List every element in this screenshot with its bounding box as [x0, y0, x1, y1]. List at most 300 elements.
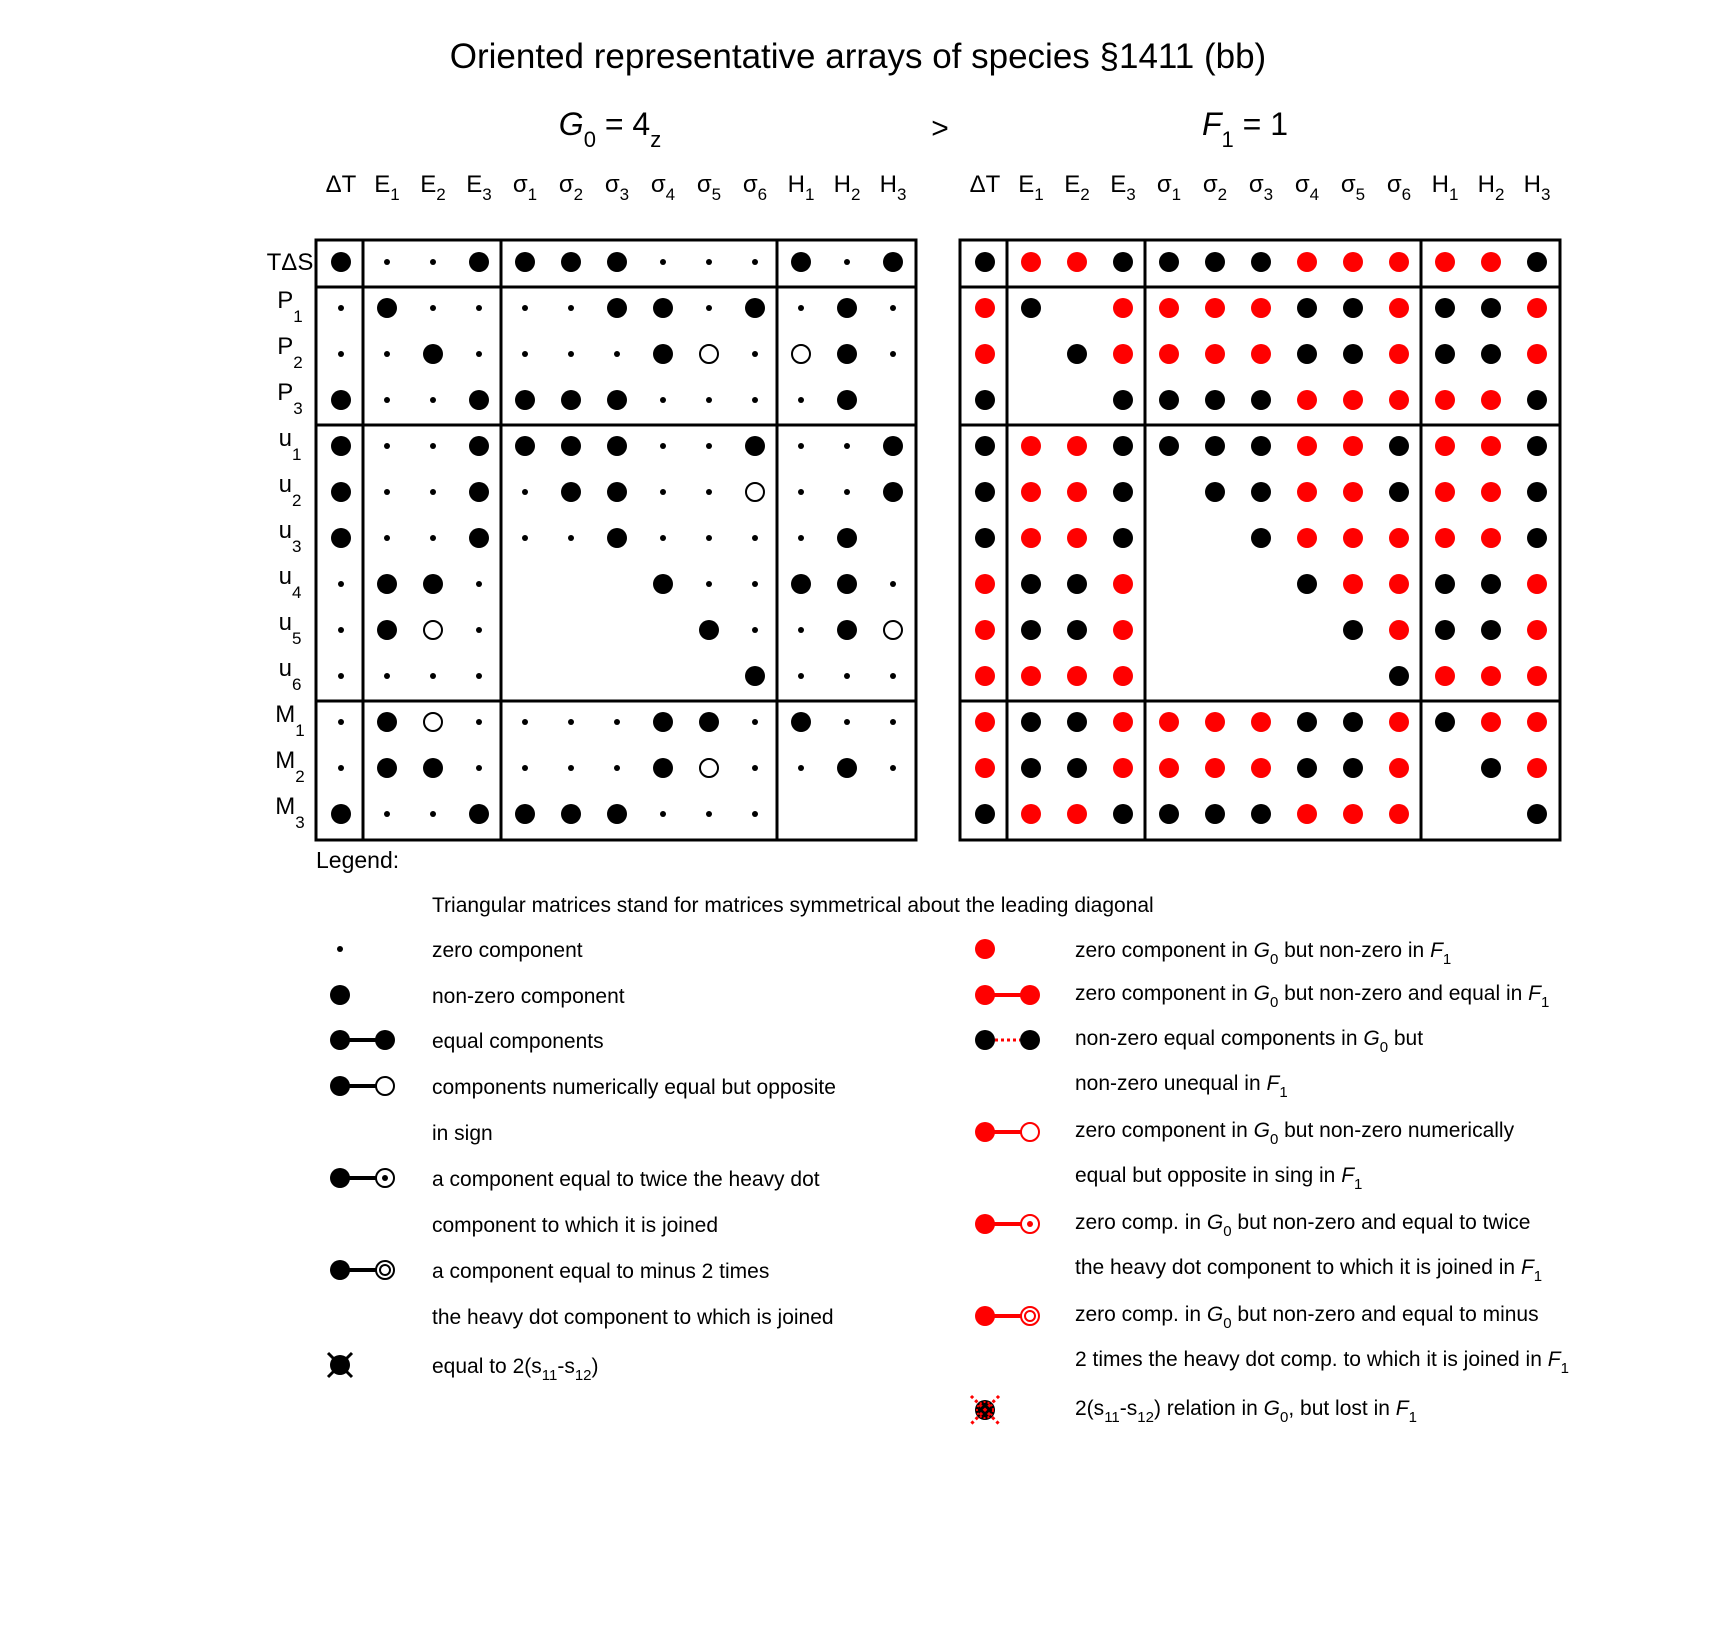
f1-cell-nonzero — [1527, 804, 1547, 824]
g0-cell-zero — [384, 811, 390, 817]
g0-cell-nonzero — [423, 344, 443, 364]
g0-cell-nonzero — [607, 528, 627, 548]
g0-col-label-11: $H_2$ — [833, 171, 861, 204]
f1-cell-red — [1113, 666, 1133, 686]
f1-col-label-6: $\sigma_3$ — [1248, 171, 1274, 204]
f1-cell-red — [1113, 574, 1133, 594]
f1-cell-red — [1343, 252, 1363, 272]
g0-cell-zero — [430, 443, 436, 449]
g0-cell-nonzero — [745, 298, 765, 318]
f1-cell-red — [1389, 804, 1409, 824]
g0-cell-nonzero — [469, 252, 489, 272]
g0-cell-zero — [384, 535, 390, 541]
g0-cell-zero — [798, 443, 804, 449]
f1-cell-red — [1067, 804, 1087, 824]
g0-cell-nonzero — [331, 252, 351, 272]
g0-cell-nonzero — [607, 252, 627, 272]
g0-cell-nonzero — [837, 620, 857, 640]
g0-cell-zero — [706, 443, 712, 449]
f1-cell-red — [975, 574, 995, 594]
f1-cell-red — [1021, 252, 1041, 272]
g0-cell-zero — [384, 259, 390, 265]
row-label-0: TΔS — [266, 249, 314, 276]
f1-col-label-11: $H_2$ — [1477, 171, 1505, 204]
f1-cell-red — [975, 298, 995, 318]
g0-cell-zero — [798, 627, 804, 633]
g0-cell-nonzero — [515, 390, 535, 410]
f1-cell-red — [1389, 528, 1409, 548]
g0-cell-opposite — [746, 483, 764, 501]
g0-cell-zero — [614, 765, 620, 771]
g0-cell-nonzero — [607, 390, 627, 410]
f1-cell-nonzero — [1527, 390, 1547, 410]
row-label-8: $u_5$ — [278, 609, 302, 648]
legend-opposite-symbol — [330, 1076, 394, 1096]
f1-cell-nonzero — [1343, 620, 1363, 640]
g0-cell-nonzero — [699, 712, 719, 732]
g0-col-label-0: ΔT — [325, 171, 357, 198]
g0-cell-zero — [522, 305, 528, 311]
f1-cell-red — [1481, 436, 1501, 456]
f1-cell-red — [1343, 574, 1363, 594]
legend-unequal-text-1: non-zero equal components in $G_0$ but — [1075, 1027, 1424, 1056]
g0-cell-zero — [384, 489, 390, 495]
f1-col-label-12: $H_3$ — [1523, 171, 1551, 204]
f1-cell-nonzero — [1021, 758, 1041, 778]
f1-cell-red — [1527, 298, 1547, 318]
g0-cell-zero — [522, 765, 528, 771]
f1-cell-red — [975, 712, 995, 732]
legend-equal-symbol — [330, 1030, 395, 1050]
f1-cell-nonzero — [1251, 528, 1271, 548]
f1-cell-red — [1021, 436, 1041, 456]
g0-cell-zero — [752, 535, 758, 541]
matrix-g0 — [316, 240, 916, 840]
row-label-10: $M_1$ — [275, 701, 305, 740]
legend-unequal-text-2: non-zero unequal in $F_1$ — [1075, 1072, 1288, 1101]
legend-unequal-symbol — [975, 1030, 1040, 1050]
g0-cell-zero — [706, 811, 712, 817]
f1-cell-red — [1159, 344, 1179, 364]
f1-cell-nonzero — [1481, 298, 1501, 318]
legend-twice-text-1: a component equal to twice the heavy dot — [432, 1168, 820, 1191]
f1-cell-nonzero — [1251, 390, 1271, 410]
g0-cell-nonzero — [607, 482, 627, 502]
f1-col-label-2: $E_2$ — [1064, 171, 1090, 204]
g0-cell-zero — [430, 535, 436, 541]
g0-cell-zero — [844, 489, 850, 495]
f1-cell-red — [1527, 344, 1547, 364]
f1-cell-red — [1067, 528, 1087, 548]
g0-cell-nonzero — [883, 252, 903, 272]
f1-cell-red — [1389, 712, 1409, 732]
g0-cell-nonzero — [331, 390, 351, 410]
f1-cell-nonzero — [1205, 804, 1225, 824]
f1-cell-nonzero — [1435, 712, 1455, 732]
f1-cell-nonzero — [1435, 620, 1455, 640]
g0-cell-zero — [660, 489, 666, 495]
g0-col-label-2: $E_2$ — [420, 171, 446, 204]
f1-cell-red — [1389, 390, 1409, 410]
g0-cell-zero — [476, 765, 482, 771]
f1-col-label-5: $\sigma_2$ — [1202, 171, 1228, 204]
row-label-12: $M_3$ — [275, 793, 305, 832]
g0-cell-zero — [706, 259, 712, 265]
g0-cell-zero — [798, 489, 804, 495]
legend-red-twice-symbol — [975, 1214, 1039, 1234]
f1-cell-red — [1297, 436, 1317, 456]
g0-cell-zero — [890, 673, 896, 679]
f1-cell-red — [1343, 390, 1363, 410]
legend-minus2-symbol — [330, 1260, 394, 1280]
f1-cell-nonzero — [1205, 390, 1225, 410]
legend — [316, 847, 1569, 1426]
g0-cell-nonzero — [469, 436, 489, 456]
left-matrix-label: $G_0 = 4_z$ — [558, 106, 662, 152]
g0-col-label-3: $E_3$ — [466, 171, 492, 204]
g0-cell-zero — [752, 351, 758, 357]
f1-cell-nonzero — [1297, 712, 1317, 732]
f1-cell-red — [1067, 252, 1087, 272]
g0-cell-zero — [614, 351, 620, 357]
g0-cell-nonzero — [561, 390, 581, 410]
f1-cell-nonzero — [1021, 712, 1041, 732]
g0-cell-zero — [844, 719, 850, 725]
g0-cell-zero — [752, 581, 758, 587]
f1-cell-red — [975, 344, 995, 364]
legend-red-dot-text: zero component in $G_0$ but non-zero in $F_1$ — [1075, 939, 1452, 968]
f1-cell-red — [1435, 666, 1455, 686]
f1-cell-nonzero — [1527, 482, 1547, 502]
f1-cell-red — [1435, 528, 1455, 548]
g0-cell-zero — [660, 397, 666, 403]
row-label-6: $u_3$ — [278, 517, 302, 556]
g0-cell-zero — [844, 259, 850, 265]
g0-cell-zero — [568, 535, 574, 541]
g0-cell-zero — [338, 765, 344, 771]
g0-cell-zero — [890, 305, 896, 311]
row-labels — [267, 249, 314, 832]
g0-cell-nonzero — [377, 758, 397, 778]
g0-col-label-7: $\sigma_4$ — [650, 171, 676, 204]
g0-cell-zero — [798, 673, 804, 679]
g0-cell-zero — [752, 719, 758, 725]
f1-cell-red — [1481, 482, 1501, 502]
f1-cell-red — [1527, 666, 1547, 686]
g0-cell-zero — [660, 259, 666, 265]
legend-red-opposite-text-2: equal but opposite in sing in $F_1$ — [1075, 1164, 1363, 1193]
f1-cell-nonzero — [1113, 390, 1133, 410]
g0-cell-nonzero — [515, 252, 535, 272]
f1-cell-nonzero — [1297, 298, 1317, 318]
g0-cell-nonzero — [883, 482, 903, 502]
g0-col-label-4: $\sigma_1$ — [512, 171, 538, 204]
f1-cell-red — [1435, 252, 1455, 272]
f1-cell-nonzero — [1527, 528, 1547, 548]
g0-cell-zero — [660, 535, 666, 541]
f1-cell-nonzero — [1343, 344, 1363, 364]
f1-cell-red — [1297, 252, 1317, 272]
matrix-f1 — [960, 240, 1560, 840]
legend-nonzero-symbol — [330, 985, 350, 1005]
g0-cell-nonzero — [515, 804, 535, 824]
f1-cell-red — [1527, 620, 1547, 640]
g0-cell-nonzero — [791, 252, 811, 272]
g0-cell-nonzero — [837, 344, 857, 364]
f1-cell-nonzero — [1251, 804, 1271, 824]
g0-cell-zero — [522, 351, 528, 357]
f1-cell-nonzero — [1435, 344, 1455, 364]
g0-cell-nonzero — [469, 804, 489, 824]
f1-cell-red — [1251, 712, 1271, 732]
f1-cell-red — [1389, 574, 1409, 594]
f1-cell-nonzero — [1021, 620, 1041, 640]
g0-cell-zero — [798, 535, 804, 541]
f1-cell-red — [975, 620, 995, 640]
f1-cell-nonzero — [1481, 344, 1501, 364]
f1-cell-nonzero — [1481, 758, 1501, 778]
f1-cell-red — [1389, 758, 1409, 778]
g0-cell-nonzero — [331, 804, 351, 824]
g0-cell-zero — [338, 719, 344, 725]
f1-cell-red — [1297, 528, 1317, 548]
g0-cell-nonzero — [423, 758, 443, 778]
legend-red-opposite-text-1: zero component in $G_0$ but non-zero numerically — [1075, 1119, 1515, 1148]
f1-cell-nonzero — [1159, 252, 1179, 272]
g0-cell-zero — [476, 719, 482, 725]
f1-cell-nonzero — [1067, 574, 1087, 594]
legend-heading: Legend: — [316, 847, 400, 873]
g0-cell-nonzero — [837, 390, 857, 410]
g0-cell-zero — [890, 765, 896, 771]
g0-cell-zero — [430, 397, 436, 403]
g0-cell-zero — [660, 443, 666, 449]
f1-col-label-3: $E_3$ — [1110, 171, 1136, 204]
f1-cell-red — [1067, 666, 1087, 686]
g0-cell-nonzero — [653, 344, 673, 364]
row-label-11: $M_2$ — [275, 747, 305, 786]
f1-cell-nonzero — [1343, 298, 1363, 318]
f1-cell-nonzero — [1067, 712, 1087, 732]
f1-cell-red — [1113, 712, 1133, 732]
g0-col-label-9: $\sigma_6$ — [742, 171, 768, 204]
f1-cell-red — [1159, 758, 1179, 778]
legend-minus2-text-1: a component equal to minus 2 times — [432, 1260, 770, 1283]
f1-cell-nonzero — [1343, 758, 1363, 778]
g0-cell-nonzero — [653, 758, 673, 778]
row-label-7: $u_4$ — [278, 563, 302, 602]
g0-cell-zero — [752, 259, 758, 265]
legend-red-equal-symbol — [975, 985, 1040, 1005]
legend-twice-symbol — [330, 1168, 394, 1188]
f1-cell-red — [1021, 482, 1041, 502]
f1-cell-red — [975, 666, 995, 686]
g0-cell-zero — [706, 397, 712, 403]
f1-cell-red — [1527, 758, 1547, 778]
legend-x-symbol — [328, 1353, 352, 1377]
f1-cell-red — [1297, 390, 1317, 410]
f1-cell-red — [1527, 574, 1547, 594]
g0-cell-zero — [338, 305, 344, 311]
f1-cell-red — [1435, 436, 1455, 456]
f1-cell-nonzero — [1113, 252, 1133, 272]
f1-cell-nonzero — [1067, 344, 1087, 364]
f1-cell-nonzero — [1067, 620, 1087, 640]
f1-cell-nonzero — [1159, 436, 1179, 456]
f1-cell-nonzero — [1297, 344, 1317, 364]
f1-cell-red — [1205, 344, 1225, 364]
f1-col-label-0: ΔT — [969, 171, 1001, 198]
g0-cell-opposite — [424, 713, 442, 731]
legend-red-dot-symbol — [975, 939, 995, 959]
comparator-symbol: > — [931, 112, 949, 145]
g0-col-label-6: $\sigma_3$ — [604, 171, 630, 204]
g0-cell-nonzero — [561, 804, 581, 824]
f1-cell-nonzero — [1481, 574, 1501, 594]
f1-cell-nonzero — [975, 390, 995, 410]
row-label-3: $P_3$ — [277, 379, 303, 418]
g0-cell-opposite — [884, 621, 902, 639]
g0-cell-nonzero — [791, 574, 811, 594]
g0-cell-nonzero — [791, 712, 811, 732]
g0-cell-zero — [476, 673, 482, 679]
g0-cell-zero — [338, 351, 344, 357]
g0-cell-nonzero — [331, 436, 351, 456]
f1-cell-red — [975, 758, 995, 778]
g0-cell-nonzero — [837, 298, 857, 318]
g0-cell-zero — [384, 673, 390, 679]
f1-cell-red — [1067, 436, 1087, 456]
g0-cell-zero — [568, 765, 574, 771]
g0-col-label-12: $H_3$ — [879, 171, 907, 204]
g0-cell-nonzero — [883, 436, 903, 456]
g0-cell-zero — [752, 397, 758, 403]
f1-cell-nonzero — [1205, 482, 1225, 502]
f1-col-label-1: $E_1$ — [1018, 171, 1044, 204]
f1-cell-red — [1113, 620, 1133, 640]
f1-cell-red — [1343, 528, 1363, 548]
legend-opposite-text-1: components numerically equal but opposite — [432, 1076, 836, 1099]
f1-cell-nonzero — [1251, 436, 1271, 456]
f1-cell-nonzero — [1481, 620, 1501, 640]
g0-col-label-8: $\sigma_5$ — [696, 171, 722, 204]
g0-cell-nonzero — [561, 482, 581, 502]
f1-cell-nonzero — [1021, 298, 1041, 318]
g0-cell-nonzero — [423, 574, 443, 594]
g0-cell-zero — [384, 351, 390, 357]
f1-cell-red — [1481, 712, 1501, 732]
f1-cell-red — [1021, 804, 1041, 824]
g0-cell-zero — [338, 627, 344, 633]
g0-cell-zero — [430, 811, 436, 817]
f1-cell-red — [1067, 482, 1087, 502]
f1-cell-nonzero — [1389, 482, 1409, 502]
legend-twice-text-2: component to which it is joined — [432, 1214, 718, 1237]
g0-cell-zero — [798, 765, 804, 771]
g0-cell-zero — [476, 305, 482, 311]
f1-cell-red — [1297, 804, 1317, 824]
g0-cell-zero — [430, 489, 436, 495]
f1-cell-red — [1205, 298, 1225, 318]
g0-cell-zero — [522, 489, 528, 495]
g0-cell-zero — [430, 259, 436, 265]
g0-cell-nonzero — [607, 436, 627, 456]
f1-cell-red — [1481, 528, 1501, 548]
f1-cell-red — [1205, 758, 1225, 778]
f1-cell-nonzero — [1113, 436, 1133, 456]
g0-cell-zero — [844, 443, 850, 449]
g0-cell-nonzero — [515, 436, 535, 456]
f1-cell-nonzero — [1113, 804, 1133, 824]
f1-cell-red — [1481, 390, 1501, 410]
f1-col-label-9: $\sigma_6$ — [1386, 171, 1412, 204]
f1-cell-red — [1343, 804, 1363, 824]
g0-cell-zero — [706, 489, 712, 495]
legend-red-minus2-text-2: 2 times the heavy dot comp. to which it is joined in $F_1$ — [1075, 1348, 1569, 1377]
g0-cell-zero — [568, 351, 574, 357]
f1-cell-nonzero — [1435, 298, 1455, 318]
row-label-4: $u_1$ — [278, 425, 302, 464]
g0-cell-zero — [798, 397, 804, 403]
g0-cell-zero — [568, 305, 574, 311]
f1-cell-red — [1343, 482, 1363, 502]
g0-cell-opposite — [700, 759, 718, 777]
f1-cell-nonzero — [1021, 574, 1041, 594]
g0-cell-zero — [476, 351, 482, 357]
legend-lost-relation-text: $2(s_{11}-s_{12})$ relation in $G_0$, but lost in $F_1$ — [1075, 1397, 1417, 1426]
g0-cell-zero — [476, 581, 482, 587]
g0-cell-nonzero — [653, 712, 673, 732]
f1-cell-red — [1481, 666, 1501, 686]
g0-cell-nonzero — [377, 298, 397, 318]
row-label-5: $u_2$ — [278, 471, 302, 510]
f1-cell-nonzero — [1435, 574, 1455, 594]
row-label-2: $P_2$ — [277, 333, 303, 372]
legend-red-twice-text-2: the heavy dot component to which it is joined in $F_1$ — [1075, 1256, 1543, 1285]
diagram-title: Oriented representative arrays of species §1411 (bb) — [449, 37, 1267, 76]
f1-cell-nonzero — [975, 436, 995, 456]
legend-red-equal-text: zero component in $G_0$ but non-zero and equal in $F_1$ — [1075, 982, 1550, 1011]
g0-cell-zero — [660, 811, 666, 817]
g0-cell-zero — [752, 627, 758, 633]
g0-cell-nonzero — [699, 620, 719, 640]
g0-cell-opposite — [424, 621, 442, 639]
g0-cell-zero — [430, 673, 436, 679]
g0-cell-nonzero — [377, 574, 397, 594]
g0-cell-zero — [890, 719, 896, 725]
f1-cell-red — [1159, 712, 1179, 732]
legend-red-minus2-symbol — [975, 1306, 1039, 1326]
f1-cell-red — [1389, 620, 1409, 640]
f1-cell-nonzero — [1205, 252, 1225, 272]
f1-cell-nonzero — [1527, 252, 1547, 272]
legend-zero-symbol — [337, 946, 343, 952]
f1-cell-red — [1251, 758, 1271, 778]
g0-cell-nonzero — [377, 712, 397, 732]
f1-cell-nonzero — [1297, 758, 1317, 778]
g0-cell-zero — [384, 397, 390, 403]
g0-cell-nonzero — [331, 482, 351, 502]
f1-cell-red — [1021, 666, 1041, 686]
legend-minus2-text-2: the heavy dot component to which is joined — [432, 1306, 834, 1329]
g0-cell-opposite — [792, 345, 810, 363]
f1-cell-nonzero — [1113, 482, 1133, 502]
g0-cell-zero — [338, 581, 344, 587]
f1-col-label-4: $\sigma_1$ — [1156, 171, 1182, 204]
g0-cell-zero — [706, 581, 712, 587]
g0-col-label-1: $E_1$ — [374, 171, 400, 204]
g0-cell-zero — [890, 351, 896, 357]
